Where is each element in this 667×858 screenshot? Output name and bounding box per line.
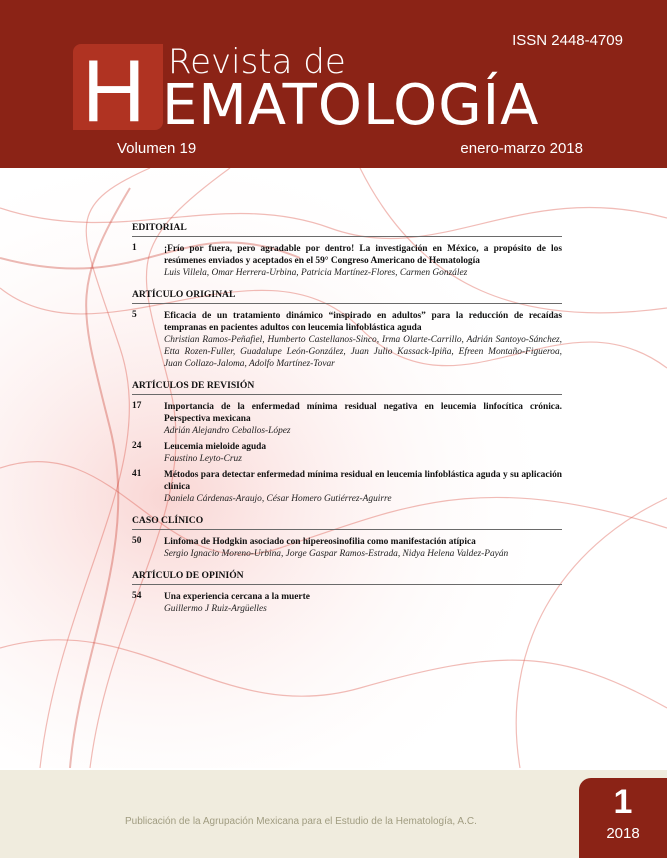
toc-section — [132, 289, 562, 370]
toc-section — [132, 515, 562, 560]
entry-title: Una experiencia cercana a la muerte — [164, 592, 310, 602]
entry-title: ¡Frío por fuera, pero agradable por dentro! La investigación en México, a propósito de los resúmenes enviados y aceptados en el 59° Congreso Americano de Hematología — [164, 244, 562, 266]
journal-title-top: Revista de — [168, 42, 346, 82]
publisher-line: Publicación de la Agrupación Mexicana para el Estudio de la Hematología, A.C. — [125, 816, 477, 827]
entry-title: Eficacia de un tratamiento dinámico “inspirado en adultos” para la reducción de recaídas tempranas en pacientes adultos con leucemia linfoblástica aguda — [164, 311, 562, 333]
issn: ISSN 2448-4709 — [512, 32, 623, 49]
entry-authors: Guillermo J Ruiz-Argüelles — [164, 604, 267, 614]
table-of-contents — [132, 222, 562, 619]
toc-entry[interactable] — [132, 401, 562, 437]
toc-section — [132, 222, 562, 279]
volume: Volumen 19 — [117, 140, 197, 157]
toc-entry[interactable] — [132, 469, 562, 505]
issue-period: enero-marzo 2018 — [460, 140, 583, 157]
issue-year: 2018 — [606, 825, 640, 842]
toc-entry[interactable] — [132, 441, 562, 465]
issue-number: 1 — [613, 783, 633, 821]
toc-entry[interactable] — [132, 243, 562, 279]
toc-entry[interactable] — [132, 310, 562, 370]
toc-section — [132, 380, 562, 505]
entry-title: Leucemia mieloide aguda — [164, 442, 267, 452]
entry-page: 1 — [132, 243, 137, 253]
entry-page: 17 — [132, 401, 142, 411]
entry-authors: Christian Ramos-Peñafiel, Humberto Castellanos-Sinco, Irma Olarte-Carrillo, Adrián Santoyo-Sánchez, Etta Rozen-Fuller, Guadalupe León-González, Juan Julio Kassack-Ipiña, Efreen Montaño-Figueroa, Juan Collazo-Jaloma, Adolfo Martínez-Tovar — [164, 335, 562, 369]
section-heading: ARTÍCULOS DE REVISIÓN — [132, 380, 562, 395]
entry-authors: Luis Villela, Omar Herrera-Urbina, Patricia Martínez-Flores, Carmen González — [164, 268, 468, 278]
section-heading: ARTÍCULO ORIGINAL — [132, 289, 562, 304]
entry-title: Linfoma de Hodgkin asociado con hipereosinofilia como manifestación atípica — [164, 537, 476, 547]
entry-page: 41 — [132, 469, 142, 479]
section-heading: ARTÍCULO DE OPINIÓN — [132, 570, 562, 585]
logo-letter: H — [82, 41, 144, 140]
entry-authors: Sergio Ignacio Moreno-Urbina, Jorge Gaspar Ramos-Estrada, Nidya Helena Valdez-Payán — [164, 549, 509, 559]
entry-page: 54 — [132, 591, 142, 601]
toc-entry[interactable] — [132, 536, 562, 560]
cover-footer — [0, 770, 667, 858]
toc-entry[interactable] — [132, 591, 562, 615]
section-heading: EDITORIAL — [132, 222, 562, 237]
toc-section — [132, 570, 562, 615]
entry-title: Métodos para detectar enfermedad mínima residual en leucemia linfoblástica aguda y su aplicación clínica — [164, 470, 562, 492]
entry-page: 24 — [132, 441, 142, 451]
entry-authors: Adrián Alejandro Ceballos-López — [164, 426, 291, 436]
entry-authors: Daniela Cárdenas-Araujo, César Homero Gutiérrez-Aguirre — [164, 494, 392, 504]
entry-page: 5 — [132, 310, 137, 320]
section-heading: CASO CLÍNICO — [132, 515, 562, 530]
entry-authors: Faustino Leyto-Cruz — [164, 454, 242, 464]
entry-page: 50 — [132, 536, 142, 546]
journal-title-main: EMATOLOGÍA — [162, 73, 540, 138]
entry-title: Importancia de la enfermedad mínima residual negativa en leucemia linfocítica crónica. Perspectiva mexicana — [164, 402, 562, 424]
